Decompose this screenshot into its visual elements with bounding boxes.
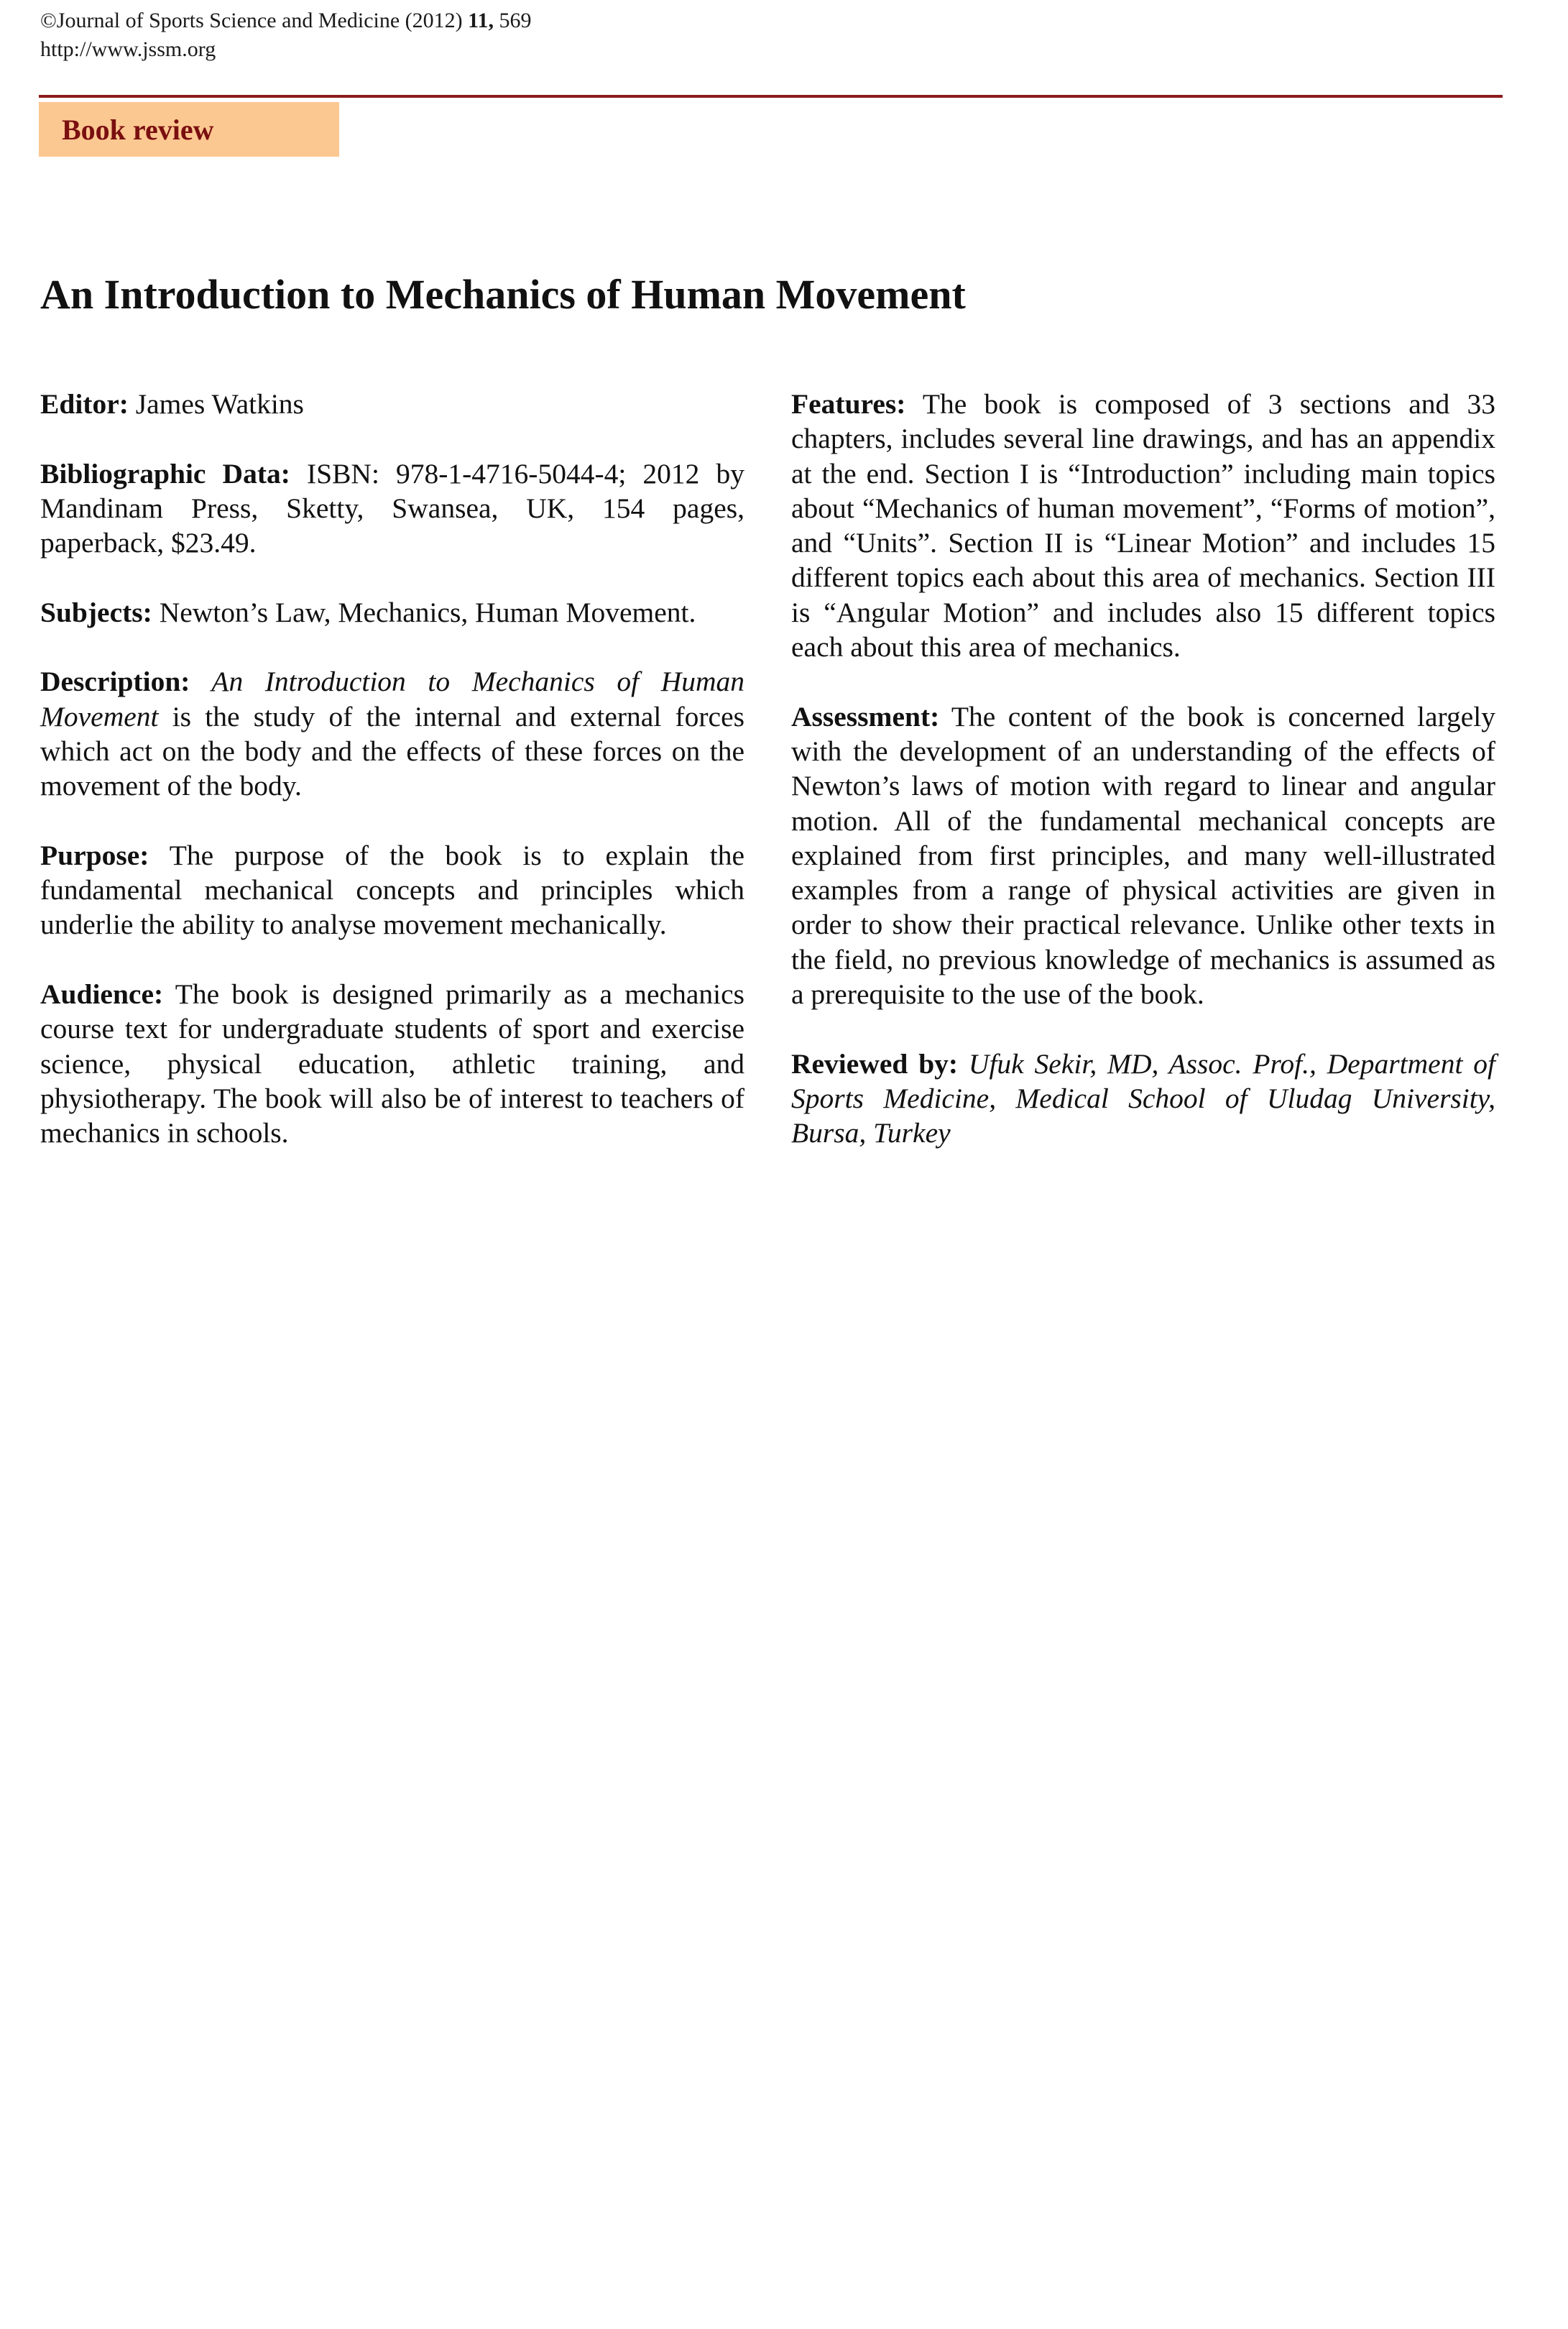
audience-text: The book is designed primarily as a mechanics course text for undergraduate students of sport and exercise science, physical education, athletic training, and physiotherapy. The book will also be of interest to teachers of mechanics in schools. [40,978,744,1149]
journal-volume: 11, [468,9,494,32]
bibliographic-label: Bibliographic Data: [40,457,290,490]
section-badge [39,102,339,157]
features-label: Features: [791,388,906,420]
article-title: An Introduction to Mechanics of Human Movement [40,271,966,318]
reviewed-by-text: Ufuk Sekir, MD, Assoc. Prof., Department of Sports Medicine, Medical School of Uludag University, Bursa, Turkey [791,1047,1495,1149]
audience-paragraph [40,977,744,1150]
audience-label: Audience: [40,978,164,1011]
features-paragraph [791,387,1495,664]
assessment-text: The content of the book is concerned largely with the development of an understanding of the effects of Newton’s laws of motion with regard to linear and angular motion. All of the fundamental mechanical concepts are explained from first principles, and many well-illustrated examples from a range of physical activities are given in order to show their practical relevance. Unlike other texts in the field, no previous knowledge of mechanics is assumed as a prerequisite to the use of the book. [791,700,1495,1011]
journal-citation [40,7,532,35]
description-book-title: An Introduction to Mechanics of Human Movement [40,666,744,732]
editor-text: James Watkins [128,388,304,420]
subjects-paragraph [40,595,744,630]
description-text: is the study of the internal and external forces which act on the body and the effects of these forces on the movement of the body. [40,700,744,802]
description-paragraph [40,664,744,803]
reviewed-by-paragraph [791,1047,1495,1151]
section-label: Book review [62,113,214,146]
bibliographic-text: ISBN: 978-1-4716-5044-4; 2012 by Mandinam Press, Sketty, Swansea, UK, 154 pages, paperback, $23.49. [40,457,744,559]
features-text: The book is composed of 3 sections and 33 chapters, includes several line drawings, and has an appendix at the end. Section I is “Introduction” including main topics about “Mechanics of human movement”, “Forms of motion”, and “Units”. Section II is “Linear Motion” and includes 15 different topics each about this area of mechanics. Section III is “Angular Motion” and includes also 15 different topics each about this area of mechanics. [791,388,1495,663]
purpose-paragraph [40,838,744,942]
header-rule [39,95,1503,98]
right-column [791,387,1495,1185]
assessment-label: Assessment: [791,700,940,732]
editor-label: Editor: [40,388,129,420]
bibliographic-paragraph [40,456,744,561]
journal-name: ©Journal of Sports Science and Medicine (2012) [40,9,469,32]
journal-page: 569 [494,9,532,32]
editor-paragraph [40,387,744,421]
subjects-label: Subjects: [40,596,152,628]
reviewed-by-label: Reviewed by: [791,1047,959,1080]
purpose-text: The purpose of the book is to explain the fundamental mechanical concepts and principles which underlie the ability to analyse movement mechanically. [40,839,744,941]
left-column [40,387,744,1185]
subjects-text: Newton’s Law, Mechanics, Human Movement. [152,596,696,628]
purpose-label: Purpose: [40,839,149,871]
description-label: Description: [40,666,190,698]
journal-url: http://www.jssm.org [40,37,216,61]
assessment-paragraph [791,699,1495,1012]
